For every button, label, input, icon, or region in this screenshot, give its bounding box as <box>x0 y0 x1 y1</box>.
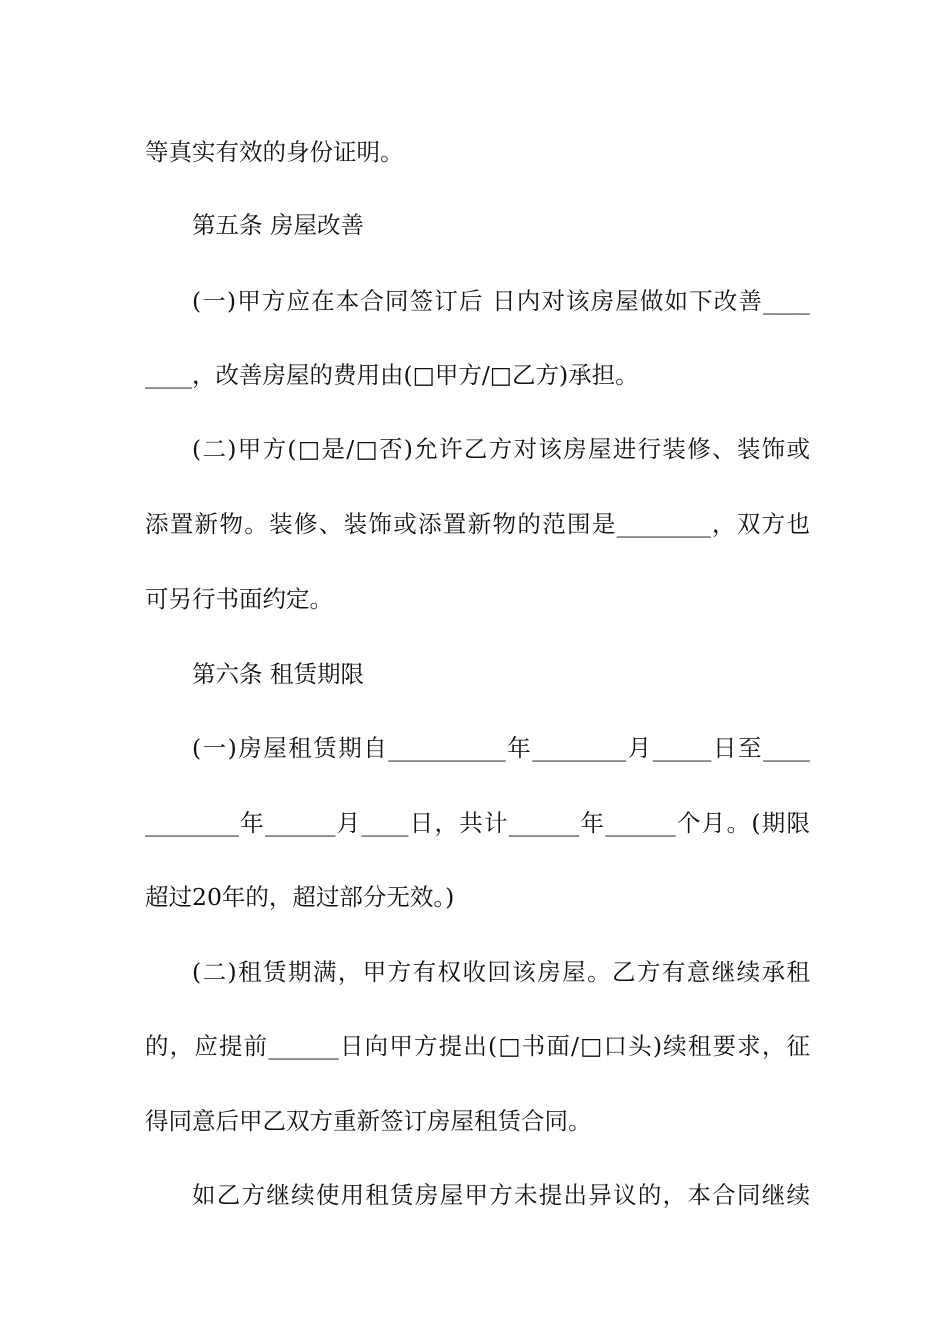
clause-5-2-line-1: (二)甲方(□是/□否)允许乙方对该房屋进行装修、装饰或 <box>192 435 810 463</box>
article-heading-5: 第五条 房屋改善 <box>192 211 364 239</box>
clause-6-1-line-1: (一)房屋租赁期自__________年________月_____日至____ <box>192 734 810 762</box>
clause-5-2-line-3: 可另行书面约定。 <box>145 585 333 613</box>
clause-6-3-line-1: 如乙方继续使用租赁房屋甲方未提出异议的，本合同继续 <box>192 1181 810 1209</box>
clause-6-1-line-2: ________年______月____日，共计______年______个月。(期限 <box>145 809 810 837</box>
clause-6-2-line-1: (二)租赁期满，甲方有权收回该房屋。乙方有意继续承租 <box>192 958 810 986</box>
clause-6-1-line-3: 超过20年的，超过部分无效。) <box>145 883 455 911</box>
clause-5-1-line-2: ____，改善房屋的费用由(□甲方/□乙方)承担。 <box>145 361 639 389</box>
clause-6-2-line-2: 的，应提前______日向甲方提出(□书面/□口头)续租要求，征 <box>145 1032 810 1060</box>
text-line-identity-proof: 等真实有效的身份证明。 <box>145 138 404 166</box>
clause-6-2-line-3: 得同意后甲乙双方重新签订房屋租赁合同。 <box>145 1107 592 1135</box>
clause-5-2-line-2: 添置新物。装修、装饰或添置新物的范围是________，双方也 <box>145 510 810 538</box>
clause-5-1-line-1: (一)甲方应在本合同签订后 日内对该房屋做如下改善____ <box>192 287 810 315</box>
article-heading-6: 第六条 租赁期限 <box>192 660 364 688</box>
